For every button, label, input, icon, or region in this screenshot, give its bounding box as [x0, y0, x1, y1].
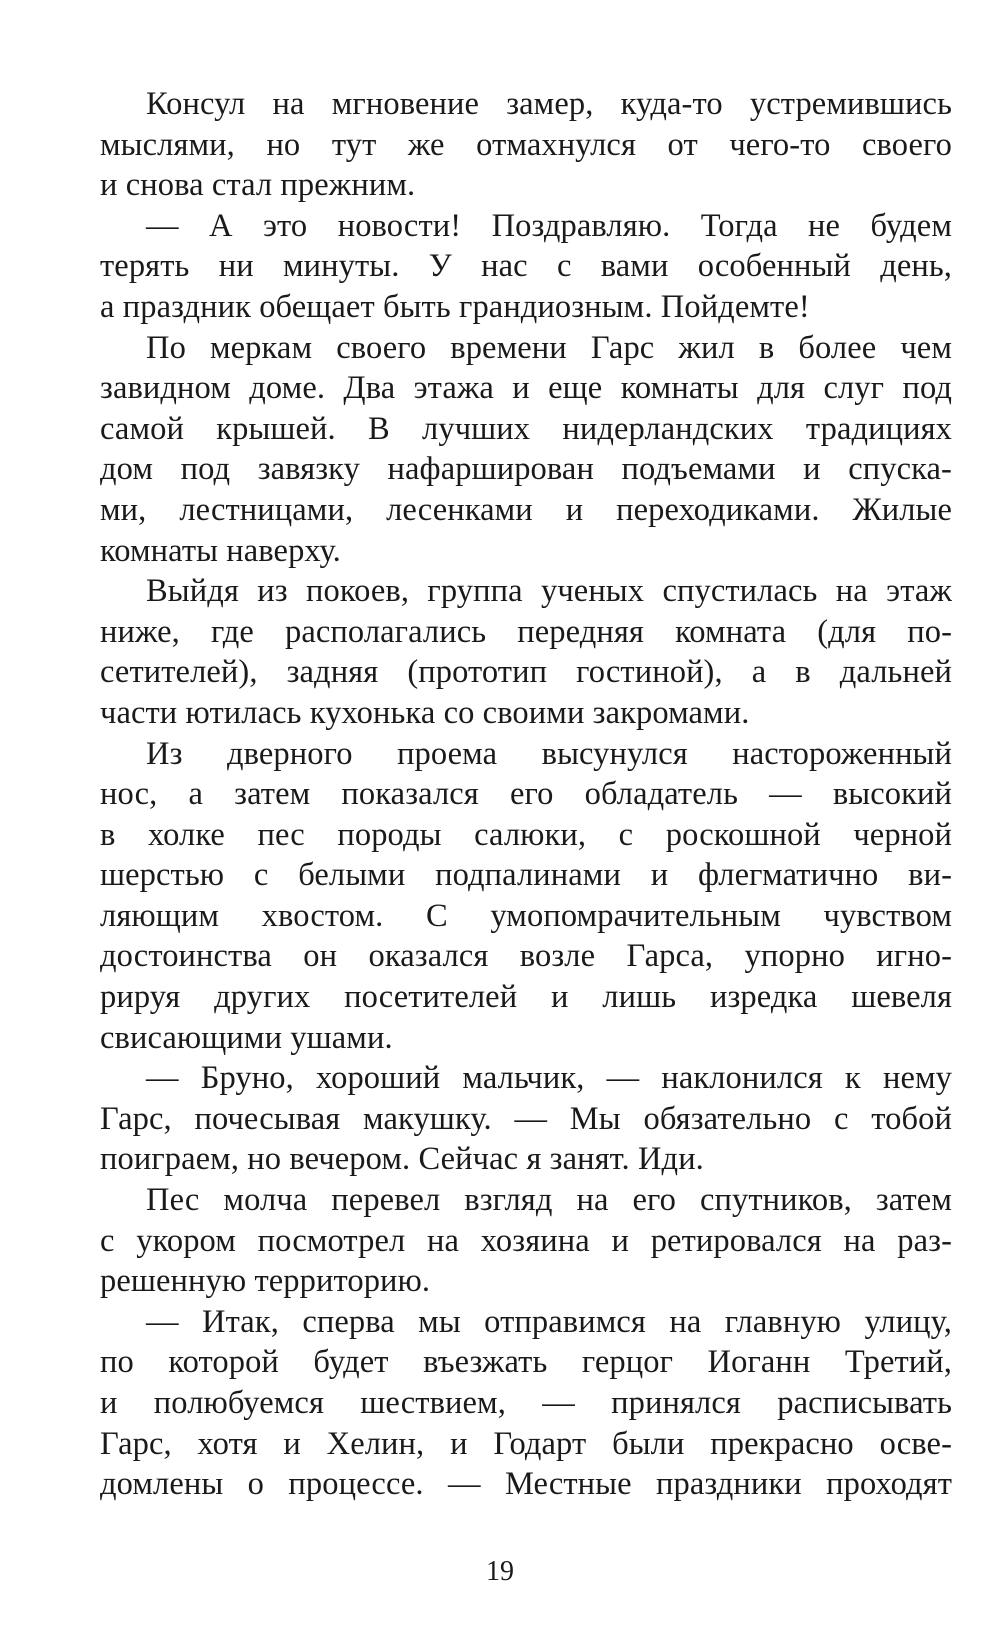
- text-line: Консул на мгновение замер, куда-то устремившись: [146, 86, 952, 122]
- text-line: части ютилась кухонька со своими закромами.: [100, 694, 750, 731]
- text-line: ниже, где располагались передняя комната (для по-: [100, 613, 952, 650]
- text-line: рируя других посетителей и лишь изредка шевеля: [100, 979, 952, 1016]
- text-line: нос, а затем показался его обладатель — высокий: [100, 776, 952, 813]
- text-line: и снова стал прежним.: [100, 167, 416, 204]
- text-line: а праздник обещает быть грандиозным. Пойдемте!: [100, 288, 810, 325]
- text-line: дом под завязку нафарширован подъемами и спуска-: [100, 451, 952, 488]
- text-line: Пес молча перевел взгляд на его спутников, затем: [146, 1182, 952, 1219]
- text-line: Гарс, почесывая макушку. — Мы обязательно с тобой: [100, 1100, 952, 1137]
- text-line: сетителей), задняя (прототип гостиной), а в дальней: [100, 654, 952, 691]
- text-line: По меркам своего времени Гарс жил в более чем: [146, 329, 952, 366]
- page-body-text: [100, 84, 952, 1505]
- text-line: по которой будет въезжать герцог Иоганн Третий,: [100, 1344, 952, 1381]
- text-line: в холке пес породы салюки, с роскошной черной: [100, 816, 952, 853]
- text-line: шерстью с белыми подпалинами и флегматично ви-: [100, 857, 952, 894]
- text-line: ми, лестницами, лесенками и переходиками. Жилые: [100, 491, 952, 528]
- text-line: Выйдя из покоев, группа ученых спустилась на этаж: [146, 573, 952, 610]
- text-line: Из дверного проема высунулся настороженный: [146, 735, 952, 772]
- text-line: поиграем, но вечером. Сейчас я занят. Иди.: [100, 1141, 704, 1178]
- text-line: — Бруно, хороший мальчик, — наклонился к нему: [146, 1060, 952, 1097]
- text-line: комнаты наверху.: [100, 532, 341, 569]
- text-line: свисающими ушами.: [100, 1019, 393, 1056]
- text-line: ляющим хвостом. С умопомрачительным чувством: [100, 897, 952, 934]
- text-line: терять ни минуты. У нас с вами особенный день,: [100, 248, 952, 285]
- text-line: завидном доме. Два этажа и еще комнаты для слуг под: [100, 370, 952, 407]
- text-line: достоинства он оказался возле Гарса, упорно игно-: [100, 938, 952, 975]
- page-number: 19: [486, 1556, 514, 1587]
- text-line: самой крышей. В лучших нидерландских традициях: [100, 410, 952, 447]
- text-line: и полюбуемся шествием, — принялся расписывать: [100, 1385, 952, 1421]
- text-line: Гарс, хотя и Хелин, и Годарт были прекрасно осве-: [100, 1425, 952, 1462]
- text-line: решенную территорию.: [100, 1263, 431, 1300]
- text-line: — Итак, сперва мы отправимся на главную улицу,: [146, 1303, 952, 1340]
- text-line: мыслями, но тут же отмахнулся от чего-то своего: [100, 126, 952, 163]
- text-line: домлены о процессе. — Местные праздники проходят: [100, 1466, 952, 1503]
- text-line: — А это новости! Поздравляю. Тогда не будем: [146, 207, 952, 244]
- text-line: с укором посмотрел на хозяина и ретировался на раз-: [100, 1222, 952, 1259]
